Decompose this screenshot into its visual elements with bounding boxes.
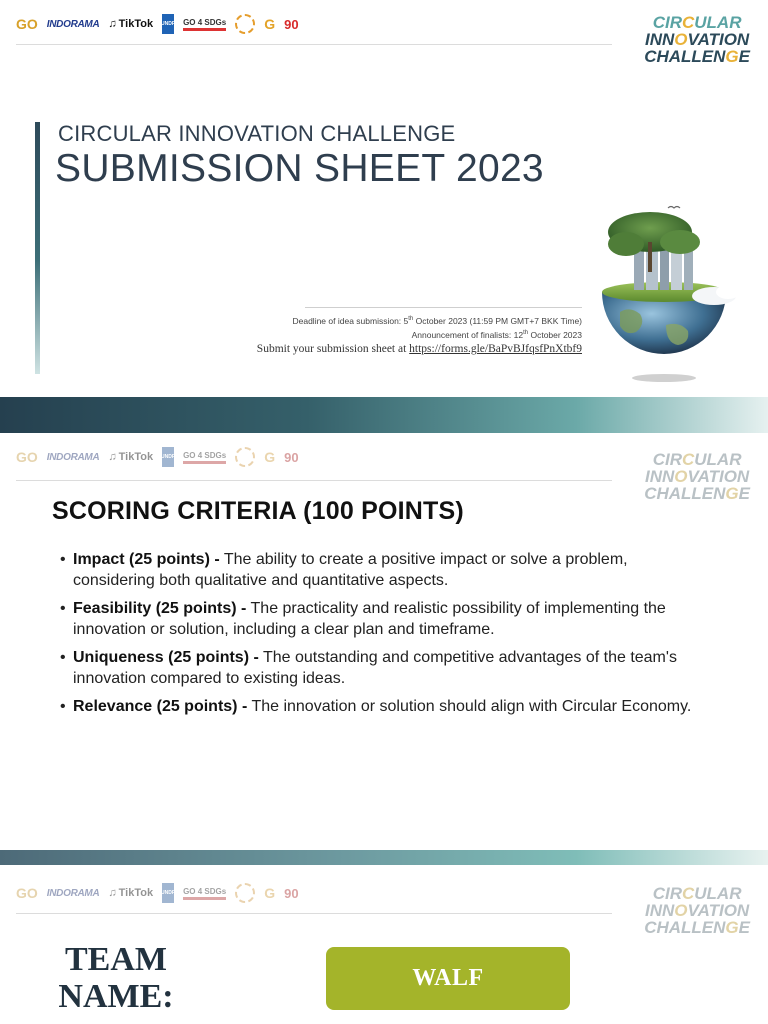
sdg-wheel-logo	[235, 883, 255, 903]
go4sdgs-logo: GO 4 SDGs	[183, 887, 226, 900]
indorama-logo: INDORAMA	[46, 451, 100, 463]
team-name-box	[326, 947, 570, 1010]
deadline-text: Deadline of idea submission: 5th October 2023 (11:59 PM GMT+7 BKK Time)	[292, 316, 582, 326]
sdg-wheel-logo	[235, 447, 255, 467]
announcement-text: Announcement of finalists: 12th October 2023	[411, 330, 582, 340]
criterion-label: Impact (25 points) -	[73, 551, 220, 568]
criterion-impact	[58, 549, 708, 591]
brand-line-2: INNOVATION	[644, 467, 750, 486]
slide-cover	[0, 0, 768, 433]
undp-logo: UNDP	[162, 14, 174, 34]
header-divider	[16, 913, 612, 914]
criterion-label: Uniqueness (25 points) -	[73, 649, 259, 666]
criteria-list	[58, 549, 708, 724]
ninety-years-logo: 90	[284, 449, 299, 465]
brand-line-2: INNOVATION	[644, 30, 750, 49]
brand-line-1: CIRCULAR	[652, 884, 742, 903]
earth-city-illustration	[596, 200, 744, 390]
cover-subtitle: CIRCULAR INNOVATION CHALLENGE	[58, 121, 456, 146]
circular-innovation-challenge-logo	[644, 451, 750, 502]
info-divider	[305, 307, 582, 308]
tiktok-logo: ♫ TikTok	[108, 451, 154, 463]
criterion-feasibility	[58, 598, 708, 640]
header-divider	[16, 480, 612, 481]
partner-logos	[16, 10, 299, 38]
criterion-uniqueness	[58, 647, 708, 689]
indorama-logo: INDORAMA	[46, 887, 100, 899]
cover-title: SUBMISSION SHEET 2023	[55, 147, 544, 190]
team-name-label	[46, 941, 186, 1015]
criterion-label: Feasibility (25 points) -	[73, 600, 247, 617]
team-label-line-1: TEAM	[65, 941, 167, 978]
ninety-years-logo: 90	[284, 885, 299, 901]
scoring-criteria-title: SCORING CRITERIA (100 POINTS)	[52, 497, 464, 525]
accent-vertical-bar	[35, 122, 40, 374]
criterion-text: The practicality and realistic possibility of implementing the innovation or solution, including a clear plan and timeframe.	[73, 600, 666, 638]
circular-innovation-challenge-logo	[644, 885, 750, 936]
teal-gradient-band	[0, 397, 768, 433]
partner-logos	[16, 443, 299, 471]
sdg-wheel-logo	[235, 14, 255, 34]
brand-line-3: CHALLENGE	[644, 918, 750, 937]
criterion-text: The innovation or solution should align with Circular Economy.	[247, 698, 692, 715]
undp-logo: UNDP	[162, 883, 174, 903]
criterion-text: The outstanding and competitive advantages of the team's innovation compared to existing ideas.	[73, 649, 677, 687]
glab-logo: G	[264, 16, 276, 32]
header-divider	[16, 44, 612, 45]
brand-line-3: CHALLENGE	[644, 484, 750, 503]
go-logo: GO	[16, 16, 38, 32]
undp-logo: UNDP	[162, 447, 174, 467]
team-name-value: WALF	[412, 965, 484, 991]
criterion-relevance	[58, 696, 708, 717]
go-logo: GO	[16, 885, 38, 901]
go4sdgs-logo: GO 4 SDGs	[183, 18, 226, 31]
slide-scoring-criteria	[0, 433, 768, 865]
indorama-logo: INDORAMA	[46, 18, 100, 30]
go-logo: GO	[16, 449, 38, 465]
brand-line-2: INNOVATION	[644, 901, 750, 920]
tiktok-logo: ♫ TikTok	[108, 18, 154, 30]
glab-logo: G	[264, 885, 276, 901]
go4sdgs-logo: GO 4 SDGs	[183, 451, 226, 464]
team-label-line-2: NAME:	[58, 978, 174, 1015]
criterion-text: The ability to create a positive impact or solve a problem, considering both qualitative and quantitative aspects.	[73, 551, 628, 589]
globe-icon	[596, 200, 744, 390]
tiktok-logo: ♫ TikTok	[108, 887, 154, 899]
circular-innovation-challenge-logo	[644, 14, 750, 65]
submit-text: Submit your submission sheet at https://forms.gle/BaPvBJfqsfPnXtbf9	[256, 343, 582, 355]
brand-line-1: CIRCULAR	[652, 13, 742, 32]
criterion-label: Relevance (25 points) -	[73, 698, 248, 715]
brand-line-3: CHALLENGE	[644, 47, 750, 66]
teal-gradient-band	[0, 850, 768, 865]
slide-team-name	[0, 865, 768, 1024]
submission-form-link[interactable]: https://forms.gle/BaPvBJfqsfPnXtbf9	[409, 343, 582, 355]
glab-logo: G	[264, 449, 276, 465]
partner-logos	[16, 879, 299, 907]
brand-line-1: CIRCULAR	[652, 450, 742, 469]
ninety-years-logo: 90	[284, 16, 299, 32]
